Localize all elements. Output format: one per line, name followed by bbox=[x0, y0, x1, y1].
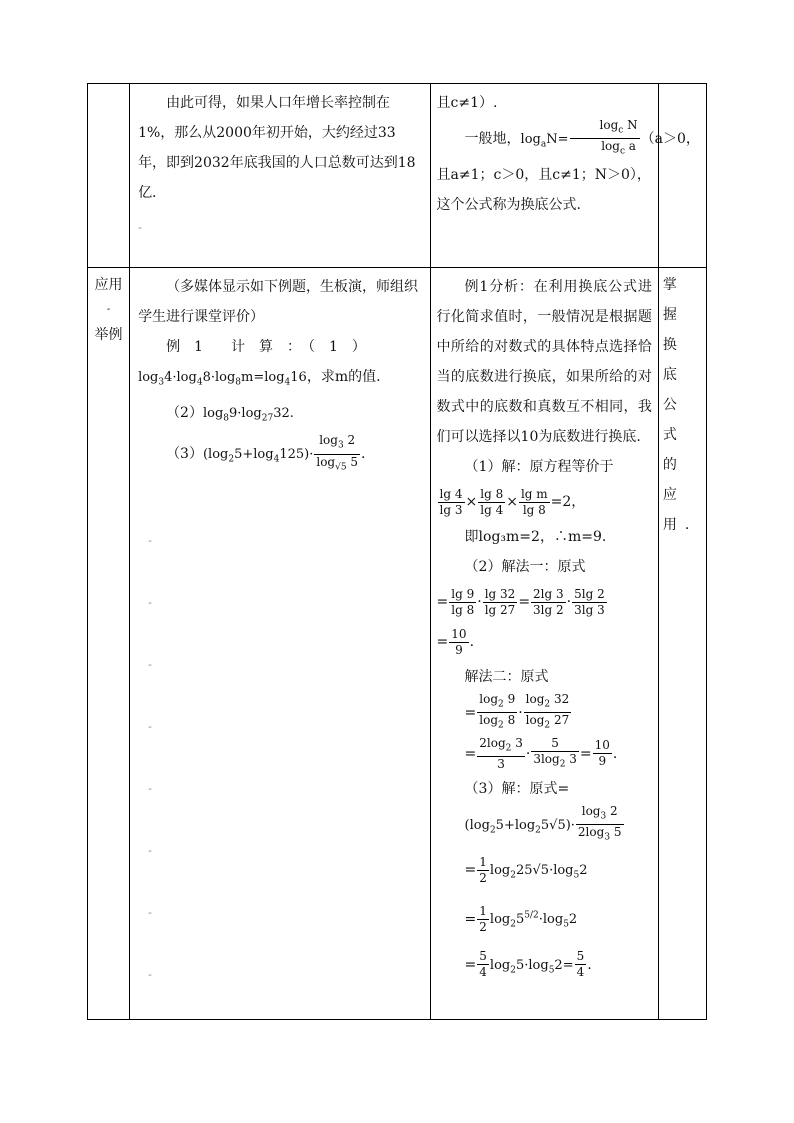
dash-mark: - bbox=[148, 657, 152, 671]
row1-formula-cell bbox=[430, 84, 700, 268]
table-row bbox=[88, 84, 707, 268]
formula-conditions: 且a≠1；c＞0，且c≠1；N＞0），这个公式称为换底公式. bbox=[436, 166, 651, 213]
row1-goal-cell bbox=[658, 84, 706, 268]
lesson-plan-table bbox=[87, 83, 707, 1020]
dash-mark: - bbox=[148, 905, 152, 919]
dash-mark: - bbox=[148, 595, 152, 609]
dash-mark: - bbox=[148, 719, 152, 733]
dash-mark: - bbox=[138, 221, 142, 234]
solutions-cell bbox=[430, 268, 658, 1020]
solution-2-alt-step: = $\frac{\log_2 9}{\log_2 8}$ · $\frac{\log_2 32}{\log_2 27}$ bbox=[464, 692, 570, 731]
dash-mark: - bbox=[148, 843, 152, 857]
solution-3-step-3: = $\frac{1}{2}$ $\log_25^{5/2}\cdot\log_52$ bbox=[464, 903, 578, 934]
change-of-base-formula: 一般地，$\log_aN=$ $\frac{\log_c N}{\log_c a}$ （a＞0， bbox=[464, 118, 700, 157]
example-1-heading: 例 1 计 算 ： （ 1 ） bbox=[166, 339, 366, 355]
table-row bbox=[88, 268, 707, 1020]
solution-3-step-1: $(\log_25+\log_25√5)\cdot$ $\frac{\log_3 2}{2\log_3 5}$ bbox=[464, 803, 622, 843]
learning-goal: 掌握换底公式的应用. bbox=[662, 277, 698, 533]
example-analysis: 例1分析：在利用换底公式进行化简求值时，一般情况是根据题中所给的对数式的具体特点选择恰当的底数进行换底，如果所给的对数式中的底数和真数互不相同，我们可以选择以10为底数进行换底. bbox=[436, 279, 652, 445]
solution-2-result: = $\frac{10}{9}$ . bbox=[436, 626, 475, 657]
solution-1-heading: （1）解：原方程等价于 bbox=[464, 459, 614, 475]
solution-3-result: = $\frac{5}{4}$ $\log_25\cdot\log_52=$ $\frac{5}{4}$ . bbox=[464, 949, 592, 980]
section-label-cell bbox=[88, 268, 130, 1020]
solution-2-alt-heading: 解法二：原式 bbox=[464, 669, 549, 685]
examples-cell bbox=[130, 268, 430, 1020]
row1-label-cell bbox=[88, 84, 130, 268]
section-label-apply: 应用 bbox=[94, 277, 123, 293]
solution-2-step: = $\frac{\lg 9}{\lg 8}$ · $\frac{\lg 32}{\lg 27}$ = $\frac{2\lg 3}{3\lg 2}$ · $\frac{5\lg 2}{3\lg 3}$ bbox=[436, 586, 605, 617]
dash-mark: - bbox=[148, 781, 152, 795]
solution-3-step-2: = $\frac{1}{2}$ $\log_225√5\cdot\log_52$ bbox=[464, 854, 588, 885]
teaching-note: （多媒体显示如下例题，生板演，师组织学生进行课堂评价） bbox=[138, 279, 419, 325]
dash-mark: - bbox=[148, 967, 152, 981]
example-3: $(3)(\log_25+\log_4125)\cdot$ $\frac{\log_3 2}{\log_{√5} 5}$ . bbox=[166, 433, 366, 472]
example-1-body: $\log_34\cdot\log_48\cdot\log_8m=\log_416$，求m的值. bbox=[138, 369, 381, 388]
solution-1-step: $\frac{\lg 4}{\lg 3}$ × $\frac{\lg 8}{\lg 4}$ × $\frac{\text{lg m}}{\lg 8}$ =2， bbox=[439, 486, 586, 517]
section-label-sep: - bbox=[106, 304, 111, 315]
goal-cell bbox=[658, 268, 706, 1020]
population-conclusion: 由此可得，如果人口年增长率控制在1%，那么从2000年初开始，大约经过33年，即到2032年底我国的人口总数可达到18亿. bbox=[138, 95, 416, 201]
solution-2-alt-result: = $\frac{2\log_2 3}{3}$ · $\frac{5}{3\log_2 3}$ = $\frac{10}{9}$ . bbox=[464, 735, 618, 771]
dash-mark: - bbox=[148, 533, 152, 547]
example-2: $(2)\log_89\cdot\log_{27}32$. bbox=[166, 404, 294, 424]
solution-3-heading: （3）解：原式= bbox=[464, 780, 570, 797]
section-label-examples: 举例 bbox=[94, 327, 123, 343]
solution-1-result: 即log₃m=2，∴m=9. bbox=[464, 529, 607, 545]
row1-content-cell bbox=[130, 84, 430, 268]
solution-2-heading: （2）解法一：原式 bbox=[464, 559, 586, 575]
formula-condition-end: 且c≠1）. bbox=[436, 95, 498, 111]
